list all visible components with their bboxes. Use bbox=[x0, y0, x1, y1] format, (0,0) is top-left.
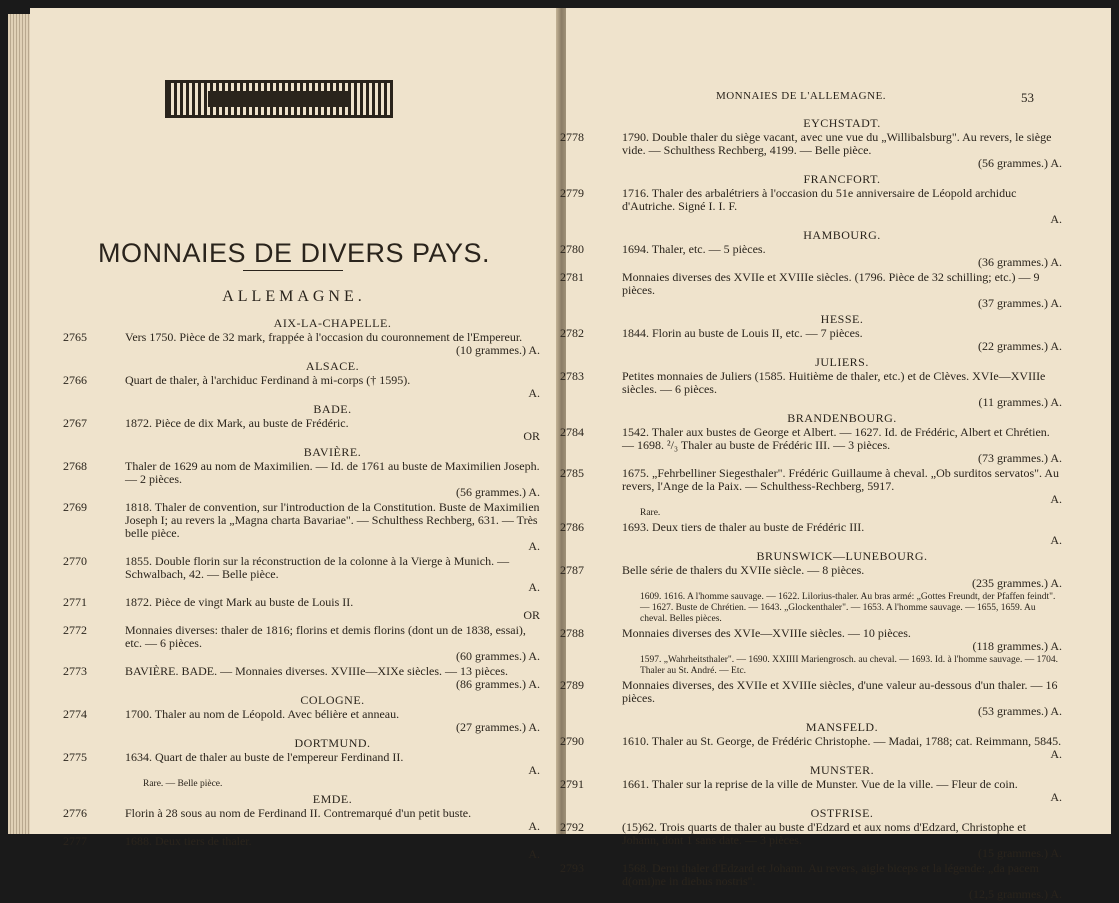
lot-number: 2781 bbox=[560, 270, 584, 284]
lot-number: 2776 bbox=[63, 806, 87, 820]
lot-description: Belle série de thalers du XVIIe siècle. — 8 pièces. bbox=[622, 563, 865, 577]
lot-description: 1675. „Fehrbelliner Siegesthaler". Frédéric Guillaume à cheval. „Ob surditos servatos". Au revers, l'Ange de la Paix. — Schulthess-Rechberg, 5917. bbox=[622, 466, 1060, 493]
catalog-entry bbox=[63, 500, 540, 553]
left-page bbox=[30, 8, 558, 861]
catalog-entry bbox=[63, 459, 540, 499]
lot-weight-metal: A. bbox=[1050, 533, 1062, 547]
place-heading: JULIERS. bbox=[815, 355, 869, 369]
catalog-entry bbox=[560, 563, 1062, 590]
lot-description: BAVIÈRE. BADE. — Monnaies diverses. XVIIIe—XIXe siècles. — 13 pièces. bbox=[125, 664, 509, 678]
place-heading: EMDE. bbox=[312, 792, 353, 806]
lot-number: 2793 bbox=[560, 861, 584, 875]
lot-description: 1700. Thaler au nom de Léopold. Avec bélière et anneau. bbox=[125, 707, 400, 721]
catalog-entries-right bbox=[560, 114, 1062, 903]
lot-weight-metal: (15 grammes.) A. bbox=[978, 846, 1062, 860]
lot-number: 2773 bbox=[63, 664, 87, 678]
lot-description: Petites monnaies de Juliers (1585. Huitième de thaler, etc.) et de Clèves. XVIe—XVIIIe siècles. — 6 pièces. bbox=[622, 369, 1046, 396]
lot-number: 2770 bbox=[63, 554, 87, 568]
lot-note: Rare. — Belle pièce. bbox=[143, 779, 223, 789]
catalog-entry bbox=[63, 554, 540, 594]
lot-description: 1872. Pièce de dix Mark, au buste de Frédéric. bbox=[125, 416, 349, 430]
lot-description: Thaler de 1629 au nom de Maximilien. — Id. de 1761 au buste de Maximilien Joseph. — 2 pièces. bbox=[125, 459, 540, 486]
lot-description: 1688. Deux tiers de thaler. bbox=[125, 834, 252, 848]
lot-note: 1609. 1616. A l'homme sauvage. — 1622. Lilorius-thaler. Au bras armé: „Gottes Freundt, der Pfaffen feindt". — 1627. Buste de Chrétien. — 1643. „Glockenthaler". — 1653. A l'homme sauvage. — 1655, 1659. Au cheval. Belles pièces. bbox=[640, 592, 1056, 624]
catalog-entry bbox=[63, 623, 540, 663]
lot-number: 2771 bbox=[63, 595, 87, 609]
title-rule bbox=[243, 270, 343, 271]
lot-weight-metal: (118 grammes.) A. bbox=[972, 639, 1062, 653]
lot-number: 2783 bbox=[560, 369, 584, 383]
lot-description: Monnaies diverses, des XVIIe et XVIIIe siècles, d'une valeur au-dessous d'un thaler. — 16 pièces. bbox=[622, 678, 1058, 705]
lot-number: 2769 bbox=[63, 500, 87, 514]
lot-number: 2786 bbox=[560, 520, 584, 534]
lot-number: 2780 bbox=[560, 242, 584, 256]
place-heading: MANSFELD. bbox=[805, 720, 879, 734]
catalog-entry bbox=[560, 186, 1062, 226]
right-page bbox=[560, 8, 1111, 901]
place-heading: COLOGNE. bbox=[300, 693, 365, 707]
place-heading: BRANDENBOURG. bbox=[787, 411, 897, 425]
ornamental-headpiece bbox=[165, 80, 393, 118]
lot-number: 2792 bbox=[560, 820, 584, 834]
catalog-entry bbox=[560, 425, 1062, 465]
lot-weight-metal: (11 grammes.) A. bbox=[978, 395, 1062, 409]
lot-weight-metal: (36 grammes.) A. bbox=[978, 255, 1062, 269]
place-heading: HAMBOURG. bbox=[803, 228, 881, 242]
lot-number: 2777 bbox=[63, 834, 87, 848]
lot-weight-metal: OR bbox=[523, 608, 540, 622]
lot-number: 2775 bbox=[63, 750, 87, 764]
page-title: MONNAIES DE DIVERS PAYS. bbox=[97, 238, 491, 268]
lot-weight-metal: (27 grammes.) A. bbox=[456, 720, 540, 734]
lot-description: 1542. Thaler aux bustes de George et Albert. — 1627. Id. de Frédéric, Albert et Chrétien. — 1698. ²/₃ Thaler au buste de Frédéric III. — 3 pièces. bbox=[622, 425, 1050, 452]
catalog-entries-left bbox=[63, 314, 540, 863]
lot-weight-metal: (53 grammes.) A. bbox=[978, 704, 1062, 718]
lot-number: 2791 bbox=[560, 777, 584, 791]
lot-number: 2765 bbox=[63, 330, 87, 344]
place-heading: ALSACE. bbox=[305, 359, 360, 373]
place-heading: AIX-LA-CHAPELLE. bbox=[273, 316, 392, 330]
lot-description: 1855. Double florin sur la réconstruction de la colonne à la Vierge à Munich. — Schwalbach, 42. — Belle pièce. bbox=[125, 554, 510, 581]
catalog-entry bbox=[63, 750, 540, 777]
lot-weight-metal: (37 grammes.) A. bbox=[978, 296, 1062, 310]
lot-number: 2766 bbox=[63, 373, 87, 387]
lot-number: 2784 bbox=[560, 425, 584, 439]
lot-weight-metal: (60 grammes.) A. bbox=[456, 649, 540, 663]
lot-number: 2772 bbox=[63, 623, 87, 637]
lot-description: 1610. Thaler au St. George, de Frédéric Christophe. — Madai, 1788; cat. Reimmann, 5845. bbox=[622, 734, 1062, 748]
catalog-entry bbox=[560, 130, 1062, 170]
catalog-entry bbox=[560, 678, 1062, 718]
lot-description: Monnaies diverses des XVIe—XVIIIe siècles. — 10 pièces. bbox=[622, 626, 911, 640]
lot-number: 2768 bbox=[63, 459, 87, 473]
lot-description: (15)62. Trois quarts de thaler au buste d'Edzard et aux noms d'Edzard, Christophe et Johann, dont 1 sans date. — 3 pièces. bbox=[622, 820, 1026, 847]
place-heading: FRANCFORT. bbox=[803, 172, 881, 186]
place-heading: EYCHSTADT. bbox=[803, 116, 881, 130]
catalog-entry bbox=[560, 326, 1062, 353]
lot-number: 2788 bbox=[560, 626, 584, 640]
place-heading: HESSE. bbox=[820, 312, 864, 326]
lot-note: Rare. bbox=[640, 508, 661, 518]
lot-description: Monnaies diverses: thaler de 1816; florins et demis florins (dont un de 1838, essai), etc. — 6 pièces. bbox=[125, 623, 526, 650]
catalog-entry bbox=[560, 734, 1062, 761]
lot-number: 2790 bbox=[560, 734, 584, 748]
catalog-entry bbox=[560, 242, 1062, 269]
lot-description: 1693. Deux tiers de thaler au buste de Frédéric III. bbox=[622, 520, 865, 534]
lot-weight-metal: A. bbox=[1050, 492, 1062, 506]
catalog-entry bbox=[560, 820, 1062, 860]
lot-weight-metal: A. bbox=[528, 386, 540, 400]
lot-weight-metal: A. bbox=[1050, 212, 1062, 226]
section-heading: ALLEMAGNE. bbox=[222, 288, 366, 305]
lot-description: 1716. Thaler des arbalétriers à l'occasion du 51e anniversaire de Léopold archiduc d'Autriche. Signé I. I. F. bbox=[622, 186, 1017, 213]
lot-number: 2767 bbox=[63, 416, 87, 430]
lot-description: Quart de thaler, à l'archiduc Ferdinand à mi-corps († 1595). bbox=[125, 373, 411, 387]
lot-description: 1818. Thaler de convention, sur l'introduction de la Constitution. Buste de Maximilien Joseph I; au revers la „Magna charta Bavariae". — Schulthess Rechberg, 631. — Très belle pièce. bbox=[125, 500, 540, 540]
place-heading: OSTFRISE. bbox=[810, 806, 874, 820]
place-heading: BAVIÈRE. bbox=[303, 445, 362, 459]
lot-number: 2774 bbox=[63, 707, 87, 721]
catalog-entry bbox=[560, 861, 1062, 901]
lot-weight-metal: (56 grammes.) A. bbox=[978, 156, 1062, 170]
page-number: 53 bbox=[1021, 90, 1034, 105]
catalog-entry bbox=[560, 777, 1062, 804]
lot-weight-metal: OR bbox=[523, 429, 540, 443]
catalog-entry bbox=[63, 595, 540, 622]
catalog-entry bbox=[63, 373, 540, 400]
lot-description: 1790. Double thaler du siège vacant, avec une vue du „Willibalsburg". Au revers, le siège vide. — Schulthess Rechberg, 4199. — Belle pièce. bbox=[622, 130, 1052, 157]
lot-note: 1597. „Wahrheitsthaler". — 1690. XXIIII Mariengrosch. au cheval. — 1693. Id. à l'homme sauvage. — 1704. Thaler au St. André. — Etc. bbox=[640, 655, 1058, 676]
lot-weight-metal: (22 grammes.) A. bbox=[978, 339, 1062, 353]
lot-weight-metal: (73 grammes.) A. bbox=[978, 451, 1062, 465]
lot-description: Monnaies diverses des XVIIe et XVIIIe siècles. (1796. Pièce de 32 schilling; etc.) — 9 pièces. bbox=[622, 270, 1040, 297]
lot-weight-metal: (86 grammes.) A. bbox=[456, 677, 540, 691]
lot-number: 2779 bbox=[560, 186, 584, 200]
catalog-entry bbox=[63, 707, 540, 734]
lot-number: 2778 bbox=[560, 130, 584, 144]
lot-weight-metal: (12,5 grammes.) A. bbox=[969, 887, 1062, 901]
lot-number: 2787 bbox=[560, 563, 584, 577]
lot-description: Vers 1750. Pièce de 32 mark, frappée à l'occasion du couronnement de l'Empereur. bbox=[125, 330, 523, 344]
lot-weight-metal: A. bbox=[528, 763, 540, 777]
lot-weight-metal: A. bbox=[528, 539, 540, 553]
lot-number: 2785 bbox=[560, 466, 584, 480]
place-heading: BADE. bbox=[313, 402, 352, 416]
lot-description: 1844. Florin au buste de Louis II, etc. — 7 pièces. bbox=[622, 326, 863, 340]
lot-weight-metal: (10 grammes.) A. bbox=[456, 343, 540, 357]
lot-weight-metal: A. bbox=[1050, 790, 1062, 804]
catalog-entry bbox=[560, 270, 1062, 310]
lot-weight-metal: A. bbox=[528, 847, 540, 861]
catalog-entry bbox=[63, 664, 540, 691]
lot-description: Florin à 28 sous au nom de Ferdinand II. Contremarqué d'un petit buste. bbox=[125, 806, 472, 820]
lot-weight-metal: A. bbox=[528, 580, 540, 594]
catalog-entry bbox=[63, 834, 540, 861]
lot-weight-metal: (56 grammes.) A. bbox=[456, 485, 540, 499]
lot-description: 1694. Thaler, etc. — 5 pièces. bbox=[622, 242, 766, 256]
catalog-entry bbox=[63, 416, 540, 443]
lot-weight-metal: A. bbox=[1050, 747, 1062, 761]
place-heading: MUNSTER. bbox=[809, 763, 875, 777]
running-head: MONNAIES DE L'ALLEMAGNE. bbox=[715, 90, 887, 102]
lot-number: 2789 bbox=[560, 678, 584, 692]
lot-weight-metal: (235 grammes.) A. bbox=[972, 576, 1062, 590]
lot-description: 1661. Thaler sur la reprise de la ville de Munster. Vue de la ville. — Fleur de coin. bbox=[622, 777, 1018, 791]
lot-description: 1872. Pièce de vingt Mark au buste de Louis II. bbox=[125, 595, 354, 609]
lot-number: 2782 bbox=[560, 326, 584, 340]
lot-weight-metal: A. bbox=[528, 819, 540, 833]
catalog-entry bbox=[560, 626, 1062, 653]
catalog-entry bbox=[560, 520, 1062, 547]
place-heading: DORTMUND. bbox=[294, 736, 371, 750]
lot-description: 1634. Quart de thaler au buste de l'empereur Ferdinand II. bbox=[125, 750, 404, 764]
page-stack-edges bbox=[8, 14, 32, 834]
lot-description: 1568. Demi thaler d'Edzard et Johann. Au revers, aigle biceps et la légende: „da pacem d(omi)ne in diebus nostris". bbox=[622, 861, 1039, 888]
place-heading: BRUNSWICK—LUNEBOURG. bbox=[756, 549, 928, 563]
catalog-entry bbox=[63, 330, 540, 357]
catalog-entry bbox=[560, 466, 1062, 506]
catalog-entry bbox=[560, 369, 1062, 409]
catalog-entry bbox=[63, 806, 540, 833]
